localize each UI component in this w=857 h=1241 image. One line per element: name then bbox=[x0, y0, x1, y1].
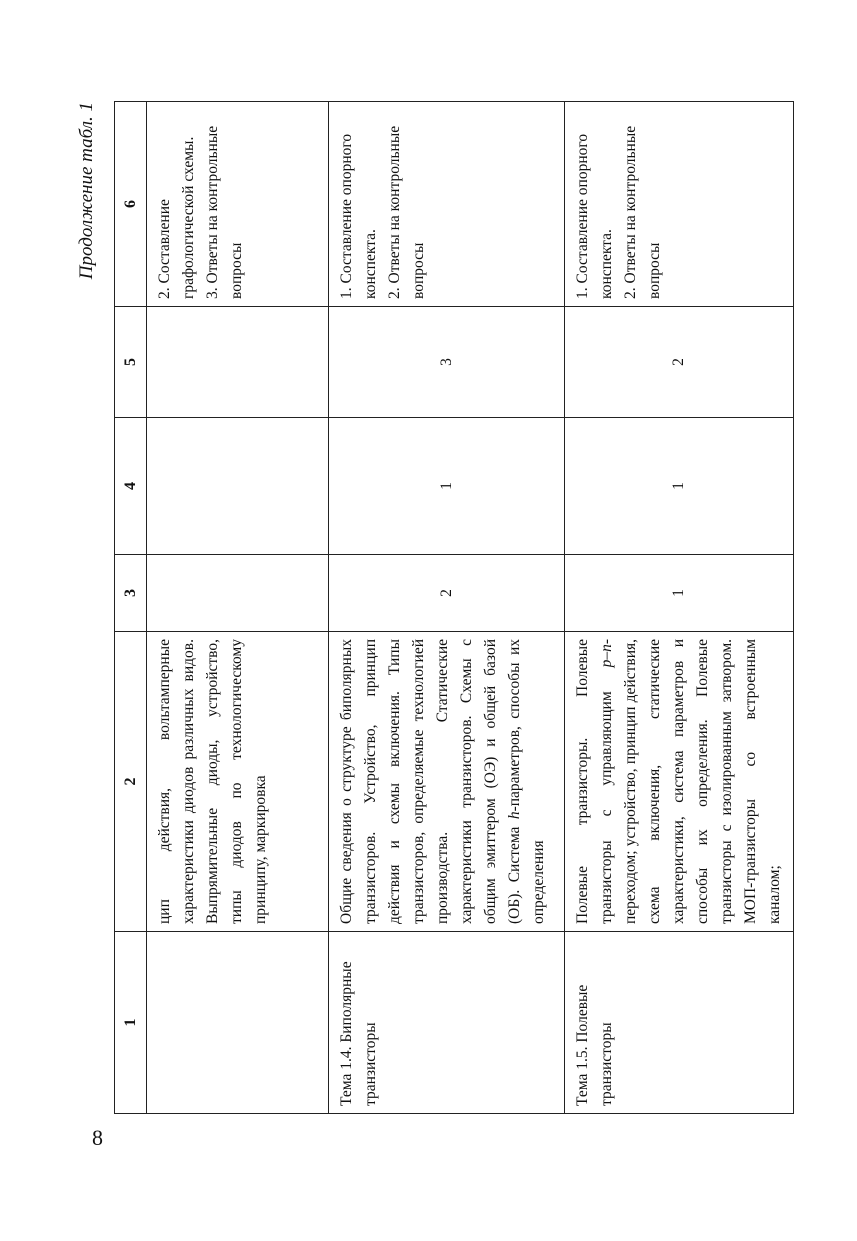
hours-col-4-cell: 1 bbox=[565, 418, 794, 555]
header-col-5: 5 bbox=[115, 307, 147, 418]
table-row bbox=[147, 102, 329, 1114]
page-number: 8 bbox=[92, 1125, 103, 1150]
description-cell: цип действия, вольтамперные характеристики диодов различных видов. Выпрямительные диоды, устройство, типы диодов по технологическому принципу, маркировка bbox=[147, 632, 329, 932]
tasks-cell: 1. Составление опорного конспекта. 2. Ответы на контрольные вопросы bbox=[565, 102, 794, 307]
description-cell bbox=[329, 632, 565, 932]
table-row bbox=[329, 102, 565, 1114]
header-col-4: 4 bbox=[115, 418, 147, 555]
hours-col-3-cell: 1 bbox=[565, 555, 794, 632]
header-col-6: 6 bbox=[115, 102, 147, 307]
description-italic-symbol: h bbox=[506, 811, 523, 820]
header-col-3: 3 bbox=[115, 555, 147, 632]
table-row bbox=[565, 102, 794, 1114]
hours-col-3-cell bbox=[147, 555, 329, 632]
header-col-1: 1 bbox=[115, 932, 147, 1114]
table-caption: Продолжение табл. 1 bbox=[76, 102, 97, 280]
table-header-row bbox=[115, 102, 147, 1114]
hours-col-4-cell: 1 bbox=[329, 418, 565, 555]
description-text: Общие сведения о структуре биполярных транзисторов. Устройство, принцип действия и схемы включения. Типы транзисторов, определяемые технологией производства. Статические характеристики транзисторов. Схемы с общим эмиттером (ОЭ) и общей базой (ОБ). Система bbox=[338, 639, 523, 924]
description-dash: – bbox=[598, 651, 615, 660]
description-cell bbox=[565, 632, 794, 932]
topic-cell bbox=[147, 932, 329, 1114]
tasks-cell: 2. Составление графологической схемы. 3. Ответы на контрольные вопросы bbox=[147, 102, 329, 307]
description-text: Полевые транзисторы. Полевые транзисторы с управляющим bbox=[574, 639, 615, 924]
hours-col-4-cell bbox=[147, 418, 329, 555]
description-italic-p: p bbox=[598, 659, 615, 668]
curriculum-table bbox=[114, 101, 794, 1114]
rotated-table-container bbox=[76, 102, 783, 1114]
hours-col-3-cell: 2 bbox=[329, 555, 565, 632]
hours-col-5-cell: 3 bbox=[329, 307, 565, 418]
topic-cell: Тема 1.4. Биполярные транзисторы bbox=[329, 932, 565, 1114]
tasks-cell: 1. Составление опорного конспекта. 2. Ответы на контрольные вопросы bbox=[329, 102, 565, 307]
hours-col-5-cell bbox=[147, 307, 329, 418]
topic-cell: Тема 1.5. Полевые транзисторы bbox=[565, 932, 794, 1114]
description-italic-n: n bbox=[598, 644, 615, 652]
description-text-end: -параметров, способы их определения bbox=[506, 639, 547, 924]
description-text-end: -переходом; устройство, принцип действия, схема включения, статические характеристики, система параметров и способы их определения. Полевые транзисторы с изолированным затвором. МОП-транзисторы со встроенным каналом; bbox=[598, 639, 783, 924]
header-col-2: 2 bbox=[115, 632, 147, 932]
hours-col-5-cell: 2 bbox=[565, 307, 794, 418]
